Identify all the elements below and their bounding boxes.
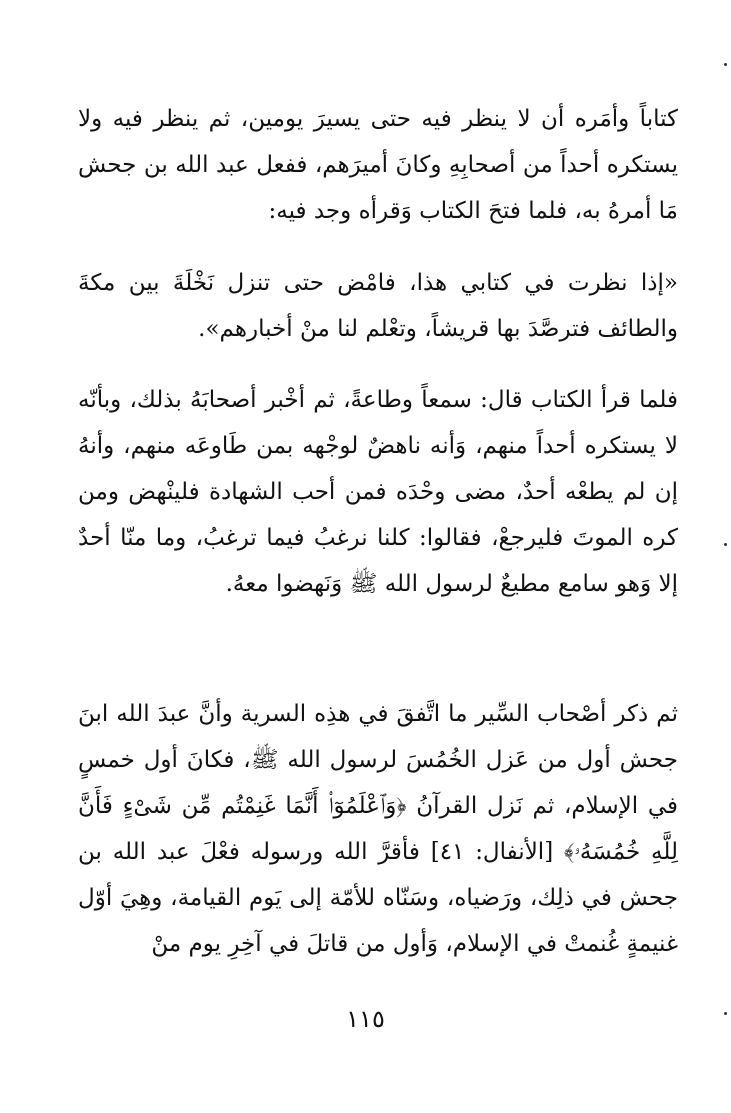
margin-mark bbox=[724, 543, 727, 546]
paragraph-first-khumus: ثم ذكر أصْحاب السِّير ما اتَّفقَ في هذِه السرية وأنَّ عبدَ الله ابنَ جحش أول من عَزل الخُمُسَ لرسول الله ﷺ، فكانَ أول خمسٍ في الإسلام، ثم نَزل القرآنُ ﴿وَٱعْلَمُوٓا۟ أَنَّمَا غَنِمْتُم مِّن شَىْءٍ فَأَنَّ لِلَّهِ خُمُسَهُۥ﴾ [الأنفال: ٤١] فأقرَّ الله ورسوله فعْلَ عبد الله بن جحش في ذلِك، ورَضياه، وسَنّاه للأمّة إلى يَوم القيامة، وهِيَ أوّل غنيمةٍ غُنمتْ في الإسلام، وَأول من قاتلَ في آخِرِ يوم منْ bbox=[78, 701, 678, 957]
paragraph-quoted-instruction: «إذا نظرت في كتابي هذا، فامْض حتى تنزل نَخْلَةَ بين مكةَ والطائف فترصَّدَ بها قريشاً، وتعْلم لنا منْ أخبارهم». bbox=[78, 270, 678, 342]
page-number: ١١٥ bbox=[346, 1005, 385, 1033]
paragraph-book-letter: كتاباً وأمَره أن لا ينظر فيه حتى يسيرَ يومين، ثم ينظر فيه ولا يستكره أحداً من أصحابِهِ وكانَ أميرَهم، ففعل عبد الله بن جحش مَا أمرهُ به، فلما فتحَ الكتاب وَقرأه وجد فيه: bbox=[78, 106, 678, 224]
margin-mark bbox=[724, 63, 727, 66]
paragraph-companions-response: فلما قرأ الكتاب قال: سمعاً وطاعةً، ثم أخْبر أصحابَهُ بذلك، وبأنّه لا يستكره أحداً منهم، وَأنه ناهضٌ لوجْهه بمن طَاوعَه منهم، وأنهُ إن لم يطعْه أحدٌ، مضى وحْدَه فمن أحب الشهادة فلينْهض ومن كره الموتَ فليرجعْ، فقالوا: كلنا نرغبُ فيما ترغبُ، وما منّا أحدٌ إلا وَهو سامع مطيعٌ لرسول الله ﷺ وَنَهضوا معهُ. bbox=[78, 387, 678, 597]
margin-mark bbox=[724, 1012, 727, 1015]
